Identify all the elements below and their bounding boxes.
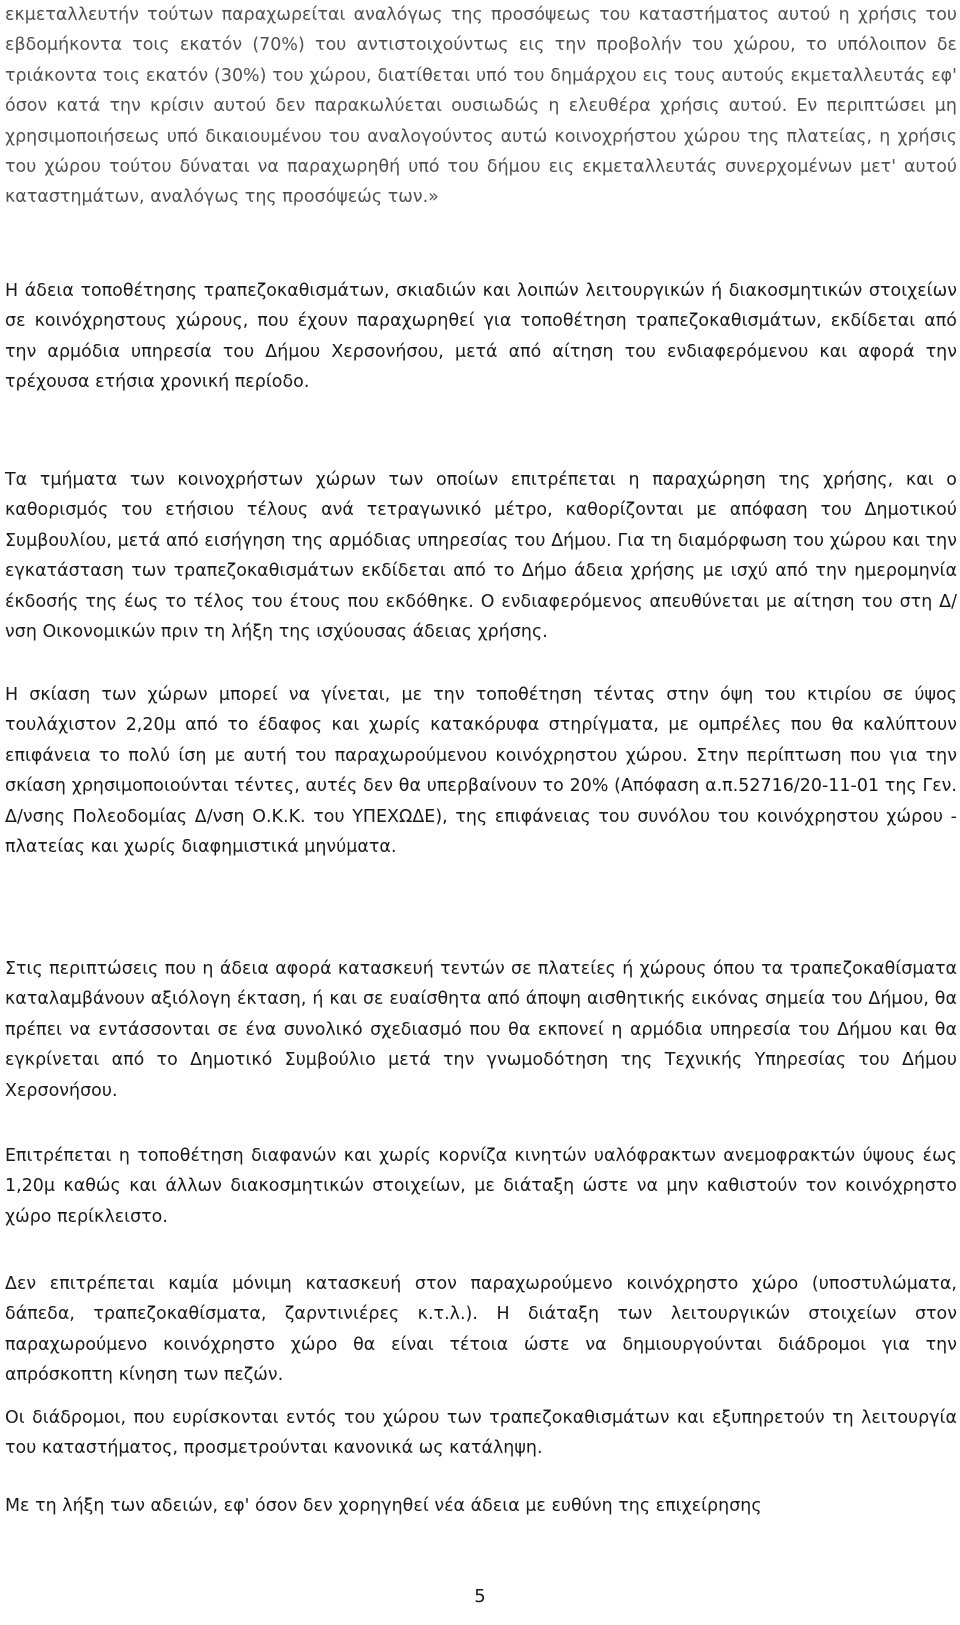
paragraph-windbreakers: Επιτρέπεται η τοποθέτηση διαφανών και χωρίς κορνίζα κινητών υαλόφρακτων ανεμοφρακτών ύψους έως 1,20μ καθώς και άλλων διακοσμητικών στοιχείων, με διάταξη ώστε να μην καθιστούν τον κοινόχρηστο χώρο περίκλειστο.	[5, 1146, 957, 1227]
page-number: 5	[474, 1586, 486, 1607]
paragraph-shading: Η σκίαση των χώρων μπορεί να γίνεται, με την τοποθέτηση τέντας στην όψη του κτιρίου σε ύψος τουλάχιστον 2,20μ από το έδαφος και χωρίς κατακόρυφα στηρίγματα, με ομπρέλες που θα καλύπτουν επιφάνεια το πολύ ίση με αυτή του παραχωρούμενου κοινόχρηστου χώρου. Στην περίπτωση που για την σκίαση χρησιμοποιούνται τέντες, αυτές δεν θα υπερβαίνουν το 20% (Απόφαση α.π.52716/20-11-01 της Γεν. Δ/νσης Πολεοδομίας Δ/νση Ο.Κ.Κ. του ΥΠΕΧΩΔΕ), της επιφάνειας του συνόλου του κοινόχρηστου χώρου - πλατείας και χωρίς διαφημιστικά μηνύματα.	[5, 685, 957, 858]
paragraph-permit-issuance: Η άδεια τοποθέτησης τραπεζοκαθισμάτων, σκιαδιών και λοιπών λειτουργικών ή διακοσμητικών στοιχείων σε κοινόχρηστους χώρους, που έχουν παραχωρηθεί για τοποθέτηση τραπεζοκαθισμάτων, εκδίδεται από την αρμόδια υπηρεσία του Δήμου Χερσονήσου, μετά από αίτηση του ενδιαφερόμενου και αφορά την τρέχουσα ετήσια χρονική περίοδο.	[5, 281, 957, 393]
paragraph-no-permanent-construction: Δεν επιτρέπεται καμία μόνιμη κατασκευή στον παραχωρούμενο κοινόχρηστο χώρο (υποστυλώματα, δάπεδα, τραπεζοκαθίσματα, ζαρντινιέρες κ.τ.λ.). Η διάταξη των λειτουργικών στοιχείων στον παραχωρούμενο κοινόχρηστο χώρο θα είναι τέτοια ώστε να δημιουργούνται διάδρομοι για την απρόσκοπτη κίνηση των πεζών.	[5, 1274, 957, 1386]
paragraph-permit-expiry: Με τη λήξη των αδειών, εφ' όσον δεν χορηγηθεί νέα άδεια με ευθύνη της επιχείρησης	[5, 1496, 762, 1516]
paragraph-awnings-design: Στις περιπτώσεις που η άδεια αφορά κατασκευή τεντών σε πλατείες ή χώρους όπου τα τραπεζοκαθίσματα καταλαμβάνουν αξιόλογη έκταση, ή και σε ευαίσθητα από άποψη αισθητικής εικόνας σημεία του Δήμου, θα πρέπει να εντάσσονται σε ένα συνολικό σχεδιασμό που θα εκπονεί η αρμόδια υπηρεσία του Δήμου και θα εγκρίνεται από το Δημοτικό Συμβούλιο μετά την γνωμοδότηση της Τεχνικής Υπηρεσίας του Δήμου Χερσονήσου.	[5, 959, 957, 1101]
paragraph-areas-and-fees: Τα τμήματα των κοινοχρήστων χώρων των οποίων επιτρέπεται η παραχώρηση της χρήσης, και ο καθορισμός του ετήσιου τέλους ανά τετραγωνικό μέτρο, καθορίζονται με απόφαση του Δημοτικού Συμβουλίου, μετά από εισήγηση της αρμόδιας υπηρεσίας του Δήμου. Για τη διαμόρφωση του χώρου και την εγκατάσταση των τραπεζοκαθισμάτων εκδίδεται από το Δήμο άδεια χρήσης με ισχύ από την ημερομηνία έκδοσής της έως το τέλος του έτους που εκδόθηκε. Ο ενδιαφερόμενος απευθύνεται με αίτηση του στη Δ/νση Οικονομικών πριν τη λήξη της ισχύουσας άδειας χρήσης.	[5, 470, 957, 643]
paragraph-corridors: Οι διάδρομοι, που ευρίσκονται εντός του χώρου των τραπεζοκαθισμάτων και εξυπηρετούν τη λειτουργία του καταστήματος, προσμετρούνται κανονικά ως κατάληψη.	[5, 1408, 957, 1459]
paragraph-continuation-law-text: εκμεταλλευτήν τούτων παραχωρείται αναλόγως της προσόψεως του καταστήματος αυτού η χρήσις του εβδομήκοντα τοις εκατόν (70%) του αντιστοιχούντως εις την προβολήν του χώρου, το υπόλοιπον δε τριάκοντα τοις εκατόν (30%) του χώρου, διατίθεται υπό του δημάρχου εις τους αυτούς εκμεταλλευτάς εφ' όσον κατά την κρίσιν αυτού δεν παρακωλύεται ουσιωδώς η ελευθέρα χρήσις αυτού. Εν περιπτώσει μη χρησιμοποιήσεως υπό δικαιουμένου του αναλογούντος αυτώ κοινοχρήστου χώρου της πλατείας, η χρήσις του χώρου τούτου δύναται να παραχωρηθή υπό του δήμου εις εκμεταλλευτάς συνερχομένων μετ' αυτού καταστημάτων, αναλόγως της προσόψεώς των.»	[5, 5, 957, 208]
